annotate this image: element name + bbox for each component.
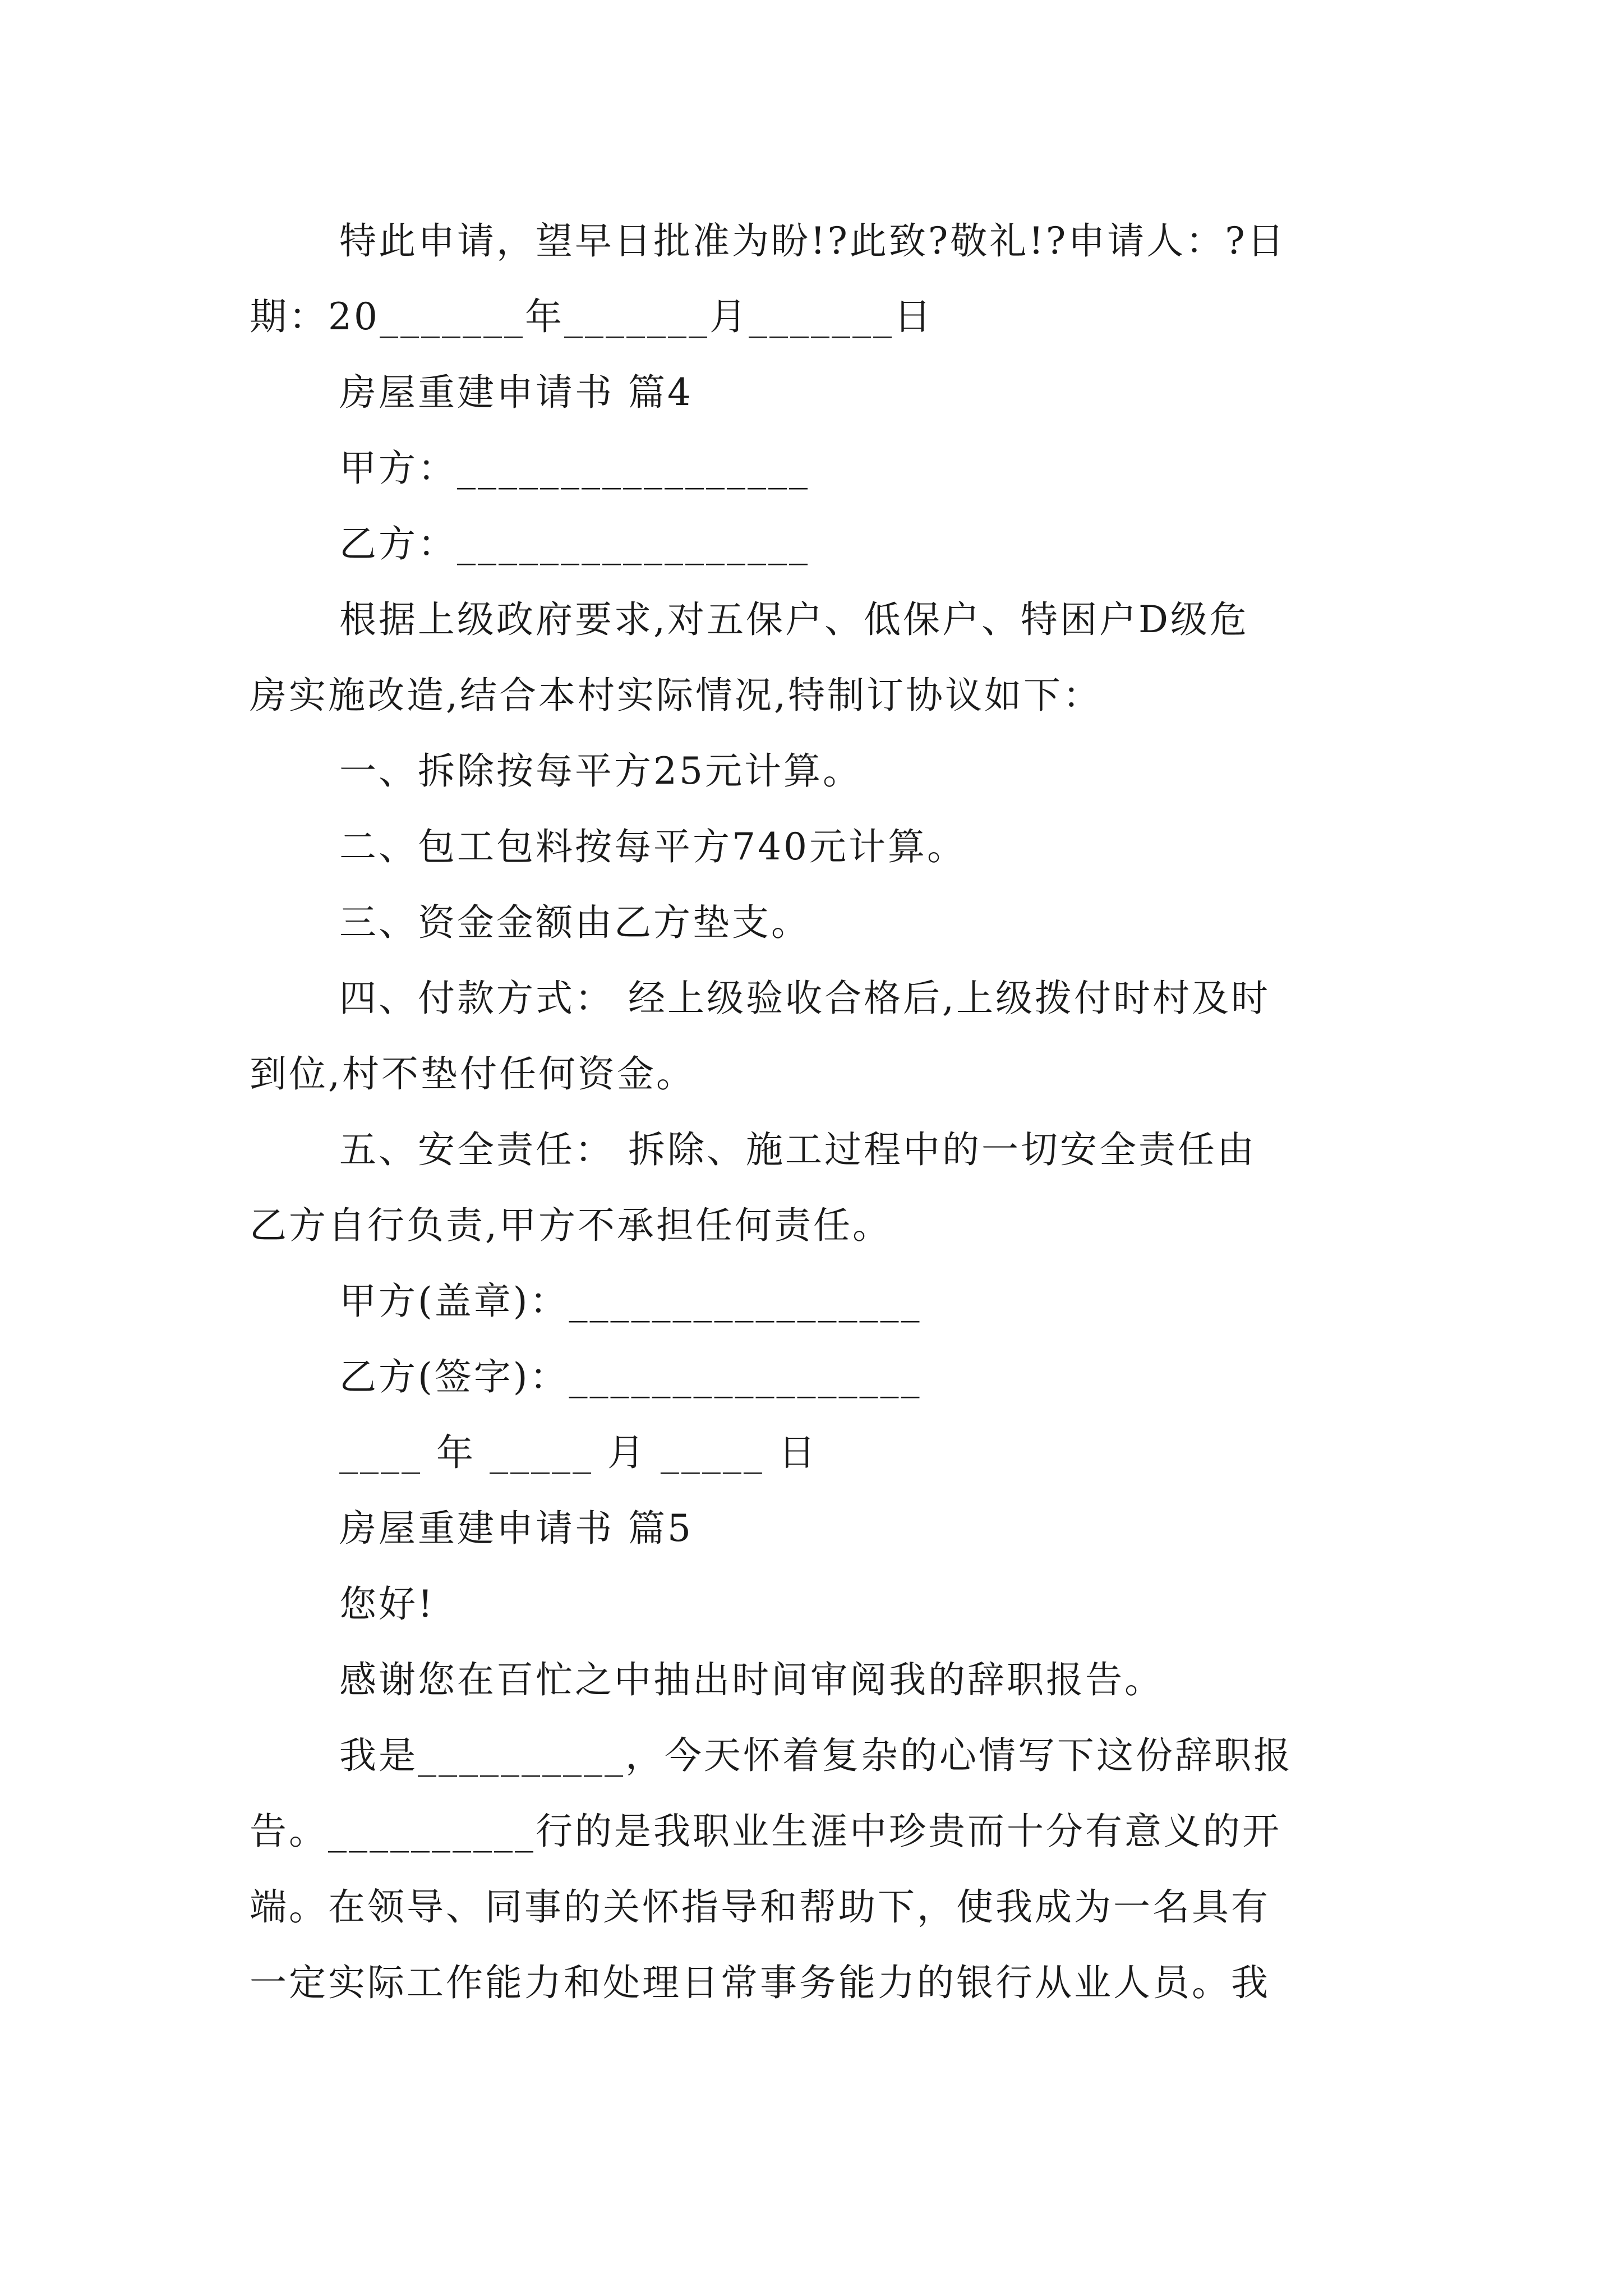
text-line-resign-2: 告。__________行的是我职业生涯中珍贵而十分有意义的开: [250, 1810, 1281, 1853]
party-a-line: 甲方：_________________: [339, 447, 810, 490]
text-line-resign-1: 我是__________，今天怀着复杂的心情写下这份辞职报: [339, 1734, 1293, 1777]
greeting-line: 您好!: [339, 1582, 435, 1626]
clause-1: 一、拆除按每平方25元计算。: [339, 749, 862, 793]
clause-4-line-1: 四、付款方式： 经上级验收合格后,上级拨付时村及时: [339, 977, 1270, 1020]
text-line-date: 期：20_______年_______月_______日: [250, 295, 933, 338]
date-blank-line: ____ 年 _____ 月 _____ 日: [339, 1431, 818, 1474]
text-line-intro-1: 根据上级政府要求,对五保户、低保户、特困户D级危: [339, 598, 1249, 641]
text-line-resign-3: 端。在领导、同事的关怀指导和帮助下，使我成为一名具有: [250, 1885, 1270, 1929]
party-b-sign-line: 乙方(签字)：_________________: [339, 1355, 922, 1398]
text-line-intro-2: 房实施改造,结合本村实际情况,特制订协议如下：: [250, 674, 1102, 717]
text-line-resign-4: 一定实际工作能力和处理日常事务能力的银行从业人员。我: [250, 1961, 1270, 2004]
clause-5-line-1: 五、安全责任： 拆除、施工过程中的一切安全责任由: [339, 1128, 1256, 1171]
clause-4-line-2: 到位,村不垫付任何资金。: [250, 1052, 695, 1096]
clause-5-line-2: 乙方自行负责,甲方不承担任何责任。: [250, 1204, 892, 1247]
section-title-5: 房屋重建申请书 篇5: [339, 1507, 693, 1550]
party-a-seal-line: 甲方(盖章)：_________________: [339, 1280, 922, 1323]
party-b-line: 乙方：_________________: [339, 522, 810, 565]
clause-3: 三、资金金额由乙方垫支。: [339, 901, 810, 944]
text-line-apply-closing: 特此申请，望早日批准为盼!?此致?敬礼!?申请人：?日: [339, 219, 1287, 263]
section-title-4: 房屋重建申请书 篇4: [339, 371, 693, 414]
text-line-thanks: 感谢您在百忙之中抽出时间审阅我的辞职报告。: [339, 1658, 1164, 1701]
clause-2: 二、包工包料按每平方740元计算。: [339, 825, 966, 868]
